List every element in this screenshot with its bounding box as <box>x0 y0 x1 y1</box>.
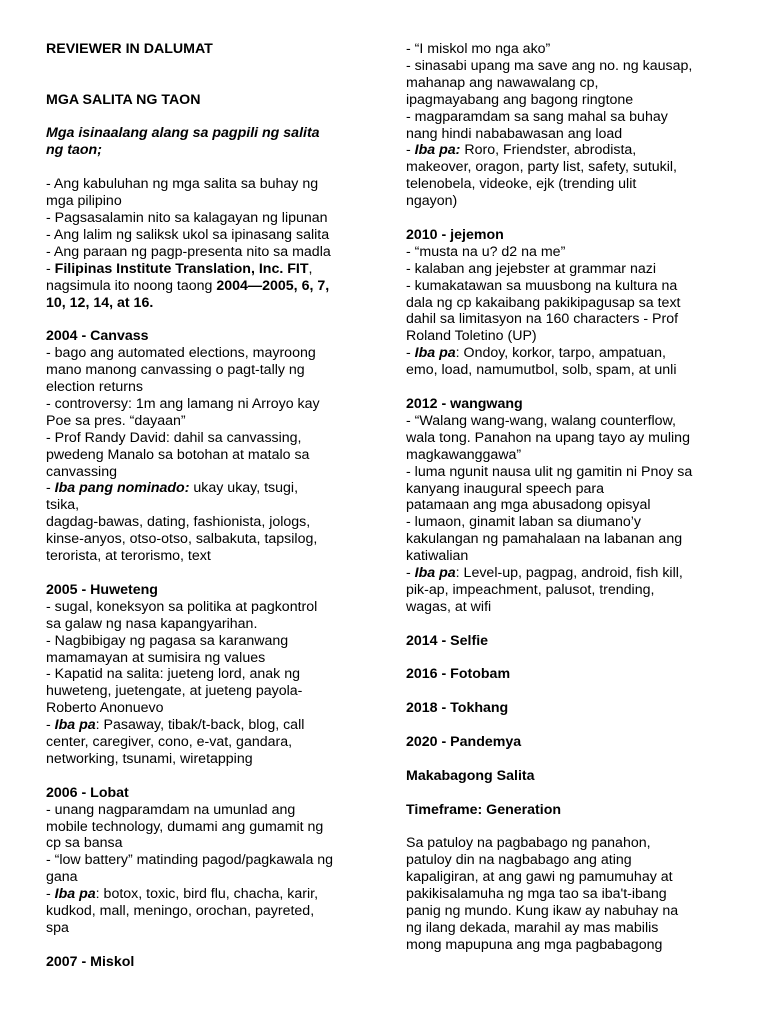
entry-line: election returns <box>46 379 143 396</box>
entry-line: mamamayan at sumisira ng values <box>46 649 266 666</box>
entry-line: - Nagbibigay ng pagasa sa karanwang <box>46 632 289 649</box>
criteria-line: mga pilipino <box>46 193 122 210</box>
paragraph-line: patuloy din na nagbabago ang ating <box>406 852 632 869</box>
left-column <box>46 41 366 971</box>
entry-line: pwedeng Manalo sa botohan at matalo sa <box>46 446 310 463</box>
entry-line: - unang nagparamdam na umunlad ang <box>46 801 296 818</box>
entry-line: - “low battery” matinding pagod/pagkawala ng <box>46 852 334 869</box>
year-heading-2012: 2012 - wangwang <box>406 396 523 412</box>
dash: - <box>406 345 415 362</box>
year-heading-2004: 2004 - Canvass <box>46 328 149 345</box>
year-heading-2007: 2007 - Miskol <box>46 953 135 970</box>
paragraph-line: mong mapupuna ang mga pagbabagong <box>406 936 663 953</box>
entry-line: sa galaw ng nasa kapangyarihan. <box>46 615 258 632</box>
criteria-line: - Ang paraan ng pagp-presenta nito sa madla <box>46 243 331 260</box>
dash: - <box>46 480 55 497</box>
paragraph-line: ng ilang dekada, marahil ay mas mabilis <box>406 919 659 936</box>
entry-line: - magparamdam sa sang mahal sa buhay <box>406 108 668 125</box>
year-heading-2020: 2020 - Pandemya <box>406 734 522 751</box>
iba-label: Iba pa <box>414 565 456 582</box>
iba-line <box>46 717 366 734</box>
entry-line: ipagmayabang ang bagong ringtone <box>406 91 634 108</box>
dash: - <box>46 717 55 734</box>
iba-line <box>46 480 366 497</box>
iba-line: terorista, at terorismo, text <box>46 548 211 565</box>
entry-line: magkawanggawa” <box>406 446 522 463</box>
year-heading-2005: 2005 - Huweteng <box>46 581 158 598</box>
iba-line: center, caregiver, cono, e-vat, gandara, <box>46 734 293 751</box>
iba-label: Iba pa <box>414 345 456 362</box>
iba-line <box>406 345 736 362</box>
year-heading-2010: 2010 - jejemon <box>406 226 504 243</box>
entry-line: - lumaon, ginamit laban sa diumano’y <box>406 514 642 531</box>
criteria-heading: ng taon; <box>46 142 102 159</box>
entry-line: mobile technology, dumami ang gumamit ng <box>46 818 324 835</box>
iba-label: Iba pa <box>54 886 96 903</box>
entry-line: Roberto Anonuevo <box>46 700 164 717</box>
entry-line: - Kapatid na salita: jueteng lord, anak ng <box>46 666 300 683</box>
entry-line: mahanap ang nawawalang cp, <box>406 74 599 91</box>
year-heading-2018: 2018 - Tokhang <box>406 700 509 717</box>
criteria-heading: Mga isinaalang alang sa pagpili ng salita <box>46 125 320 142</box>
paragraph-line: Sa patuloy na pagbabago ng panahon, <box>406 835 651 852</box>
entry-line: patamaan ang mga abusadong opisyal <box>406 497 651 514</box>
right-column <box>406 41 736 954</box>
criteria-line: - Ang kabuluhan ng mga salita sa buhay ng <box>46 176 319 193</box>
year-heading-2006: 2006 - Lobat <box>46 784 129 801</box>
paragraph-line: kapaligiran, at ang gawi ng pamumuhay at <box>406 869 673 886</box>
iba-text: : Ondoy, korkor, tarpo, ampatuan, <box>455 345 666 362</box>
iba-text: : botox, toxic, bird flu, chacha, karir, <box>95 886 319 903</box>
fit-years: 10, 12, 14, at 16. <box>46 294 154 311</box>
iba-text: : Level-up, pagpag, android, fish kill, <box>455 565 683 582</box>
entry-line: gana <box>46 869 78 886</box>
fit-org: Filipinas Institute Translation, Inc. FIT <box>54 260 309 277</box>
entry-line: - Prof Randy David: dahil sa canvassing, <box>46 429 302 446</box>
fit-years: 2004—2005, 6, 7, <box>216 277 330 294</box>
entry-line: nang hindi nababawasan ang load <box>406 125 623 142</box>
entry-line: - sinasabi upang ma save ang no. ng kausap, <box>406 57 693 74</box>
fit-text: nagsimula ito noong taong <box>46 277 217 294</box>
iba-line: pik-ap, impeachment, palusot, trending, <box>406 581 655 598</box>
entry-line: kanyang inaugural speech para <box>406 480 604 497</box>
section-title: MGA SALITA NG TAON <box>46 91 201 108</box>
iba-label: Iba pa <box>54 717 96 734</box>
entry-line: kakulangan ng pamahalaan na labanan ang <box>406 531 683 548</box>
iba-line: kudkod, mall, meningo, orochan, payreted, <box>46 903 315 920</box>
iba-line: spa <box>46 920 69 937</box>
entry-line: mano manong canvassing o pagt-tally ng <box>46 362 305 379</box>
modern-words-heading: Makabagong Salita <box>406 767 535 784</box>
iba-text: : Pasaway, tibak/t-back, blog, call <box>95 717 305 734</box>
timeframe-heading: Timeframe: Generation <box>406 801 562 818</box>
entry-line: canvassing <box>46 463 117 480</box>
entry-line: - “I miskol mo nga ako” <box>406 41 551 57</box>
criteria-line: - Pagsasalamin nito sa kalagayan ng lipunan <box>46 210 328 226</box>
iba-line: tsika, <box>46 497 80 514</box>
iba-line: emo, load, namumutbol, solb, spam, at unli <box>406 362 677 379</box>
entry-line: - controversy: 1m ang lamang ni Arroyo kay <box>46 395 320 412</box>
iba-line: telenobela, videoke, ejk (trending ulit <box>406 176 637 193</box>
iba-line: ngayon) <box>406 193 458 210</box>
iba-line: kinse-anyos, otso-otso, salbakuta, tapsilog, <box>46 531 318 548</box>
dash: - <box>406 142 415 159</box>
iba-line <box>406 565 736 582</box>
year-heading-2014: 2014 - Selfie <box>406 632 489 649</box>
entry-line: Poe sa pres. “dayaan” <box>46 412 186 429</box>
iba-label: Iba pa: <box>414 142 461 159</box>
entry-line: - “musta na u? d2 na me” <box>406 243 566 260</box>
entry-line: huweteng, juetengate, at jueteng payola- <box>46 683 303 700</box>
entry-line: katiwalian <box>406 548 469 565</box>
iba-line: makeover, oragon, party list, safety, sutukil, <box>406 159 677 176</box>
entry-line: - bago ang automated elections, mayroong <box>46 345 316 362</box>
entry-line: - “Walang wang-wang, walang counterflow, <box>406 412 676 429</box>
iba-text: ukay ukay, tsugi, <box>189 480 299 497</box>
iba-label: Iba pang nominado: <box>54 480 190 497</box>
entry-line: - kalaban ang jejebster at grammar nazi <box>406 260 656 277</box>
dash: - <box>46 260 55 277</box>
year-heading-2016: 2016 - Fotobam <box>406 666 511 683</box>
entry-line: Roland Toletino (UP) <box>406 328 537 345</box>
punct: , <box>308 260 313 277</box>
paragraph-line: pakikisalamuha ng mga tao sa iba't-ibang <box>406 886 667 903</box>
entry-line: dala ng cp kakaibang pakikipagusap sa text <box>406 294 681 311</box>
dash: - <box>406 565 415 582</box>
criteria-line: - Ang lalim ng saliksk ukol sa ipinasang salita <box>46 226 330 243</box>
entry-line: - sugal, koneksyon sa politika at pagkontrol <box>46 598 318 615</box>
paragraph-line: panig ng mundo. Kung ikaw ay nabuhay na <box>406 903 679 920</box>
iba-line: networking, tsunami, wiretapping <box>46 750 253 767</box>
entry-line: dahil sa limitasyon na 160 characters - Prof <box>406 311 679 328</box>
fit-line <box>46 261 366 278</box>
entry-line: wala tong. Panahon na upang tayo ay muling <box>406 429 690 446</box>
iba-line: wagas, at wifi <box>406 598 492 615</box>
entry-line: - kumakatawan sa muusbong na kultura na <box>406 277 678 294</box>
iba-text: Roro, Friendster, abrodista, <box>460 142 637 159</box>
iba-line <box>46 886 366 903</box>
fit-line <box>46 278 366 295</box>
entry-line: cp sa bansa <box>46 835 123 852</box>
iba-line: dagdag-bawas, dating, fashionista, jologs, <box>46 514 311 531</box>
iba-line <box>406 142 736 159</box>
document-title: REVIEWER IN DALUMAT <box>46 41 213 57</box>
dash: - <box>46 886 55 903</box>
entry-line: - luma ngunit nausa ulit ng gamitin ni Pnoy sa <box>406 463 693 480</box>
